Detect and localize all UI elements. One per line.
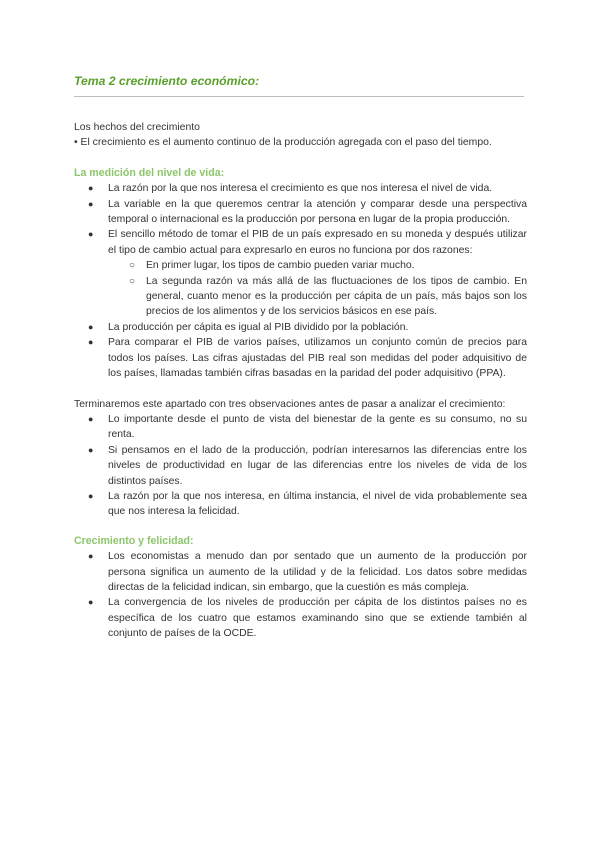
list-item: ● Lo importante desde el punto de vista del bienestar de la gente es su consumo, no su renta.	[88, 413, 527, 441]
intro-definition: • El crecimiento es el aumento continuo de la producción agregada con el paso del tiempo.	[74, 137, 492, 149]
list-item: ● La variable en la que queremos centrar la atención y comparar desde una perspectiva temporal o internacional es la producción por persona en lugar de la propia producción.	[88, 198, 527, 226]
intro-heading: Los hechos del crecimiento	[74, 122, 200, 133]
list-item: ● Si pensamos en el lado de la producción, podrían interesarnos las diferencias entre los niveles de productividad en lugar de las diferencias entre los niveles de vida de los distintos países.	[88, 444, 527, 487]
list-item: ● La razón por la que nos interesa, en última instancia, el nivel de vida probablemente sea que nos interesa la felicidad.	[88, 490, 527, 518]
closing-paragraph: Terminaremos este apartado con tres observaciones antes de pasar a analizar el crecimiento:	[74, 398, 506, 410]
list-item: ● El sencillo método de tomar el PIB de un país expresado en su moneda y después utilizar el tipo de cambio actual para expresarlo en euros no funciona por dos razones: ○ En primer lugar, los tipos de cambio pueden variar mucho. ○ La segunda razón va más allá de las fluctuaciones de los tipos de cambio. En general, cuanto menor es la producción per cápita de un país, más bajos son los precios de los alimentos y de los servicios básicos en ese país.	[74, 227, 527, 319]
bullet-icon: ●	[88, 229, 94, 240]
happiness-list	[74, 549, 527, 641]
bullet-icon: ●	[88, 321, 94, 332]
bullet-icon: ●	[88, 183, 94, 194]
bullet-icon: ●	[88, 597, 94, 608]
list-item: ● Para comparar el PIB de varios países, utilizamos un conjunto común de precios para todos los países. Las cifras ajustadas del PIB real son medidas del poder adquisitivo de los países, llamadas también cifras basadas en la paridad del poder adquisitivo (PPA).	[88, 337, 527, 380]
title-divider	[74, 96, 524, 97]
section-heading-happiness: Crecimiento y felicidad:	[74, 534, 194, 547]
bullet-icon: ●	[88, 490, 94, 501]
list-item: ● La producción per cápita es igual al PIB dividido por la población.	[74, 320, 527, 335]
living-standard-list	[74, 181, 527, 381]
sub-list	[108, 258, 527, 320]
page-title: Tema 2 crecimiento económico:	[74, 74, 260, 88]
bullet-icon: ●	[88, 444, 94, 455]
bullet-icon: ●	[88, 337, 94, 348]
list-item: ● La razón por la que nos interesa el crecimiento es que nos interesa el nivel de vida.	[74, 181, 527, 196]
hollow-bullet-icon: ○	[129, 275, 136, 287]
bullet-icon: ●	[88, 551, 94, 562]
sub-list-item: ○ La segunda razón va más allá de las fluctuaciones de los tipos de cambio. En general, cuanto menor es la producción per cápita de un país, más bajos son los precios de los alimentos y de los servicios básicos en ese país.	[129, 275, 527, 318]
bullet-icon: ●	[88, 198, 94, 209]
hollow-bullet-icon: ○	[129, 260, 136, 272]
document-body	[74, 120, 527, 642]
list-item: ● Los economistas a menudo dan por sentado que un aumento de la producción por persona significa un aumento de la utilidad y de la felicidad. Los datos sobre medidas directas de la felicidad indican, sin embargo, que la cuestión es más compleja.	[88, 551, 527, 593]
bullet-icon: ●	[88, 413, 94, 424]
list-item: ● La convergencia de los niveles de producción per cápita de los distintos países no es específica de los cuatro que estamos examinando sino que se extiende también al conjunto de países de la OCDE.	[88, 597, 527, 640]
section-heading-living-standard: La medición del nivel de vida:	[74, 166, 225, 179]
sub-list-item: ○ En primer lugar, los tipos de cambio pueden variar mucho.	[74, 258, 527, 273]
observations-list	[74, 412, 527, 520]
